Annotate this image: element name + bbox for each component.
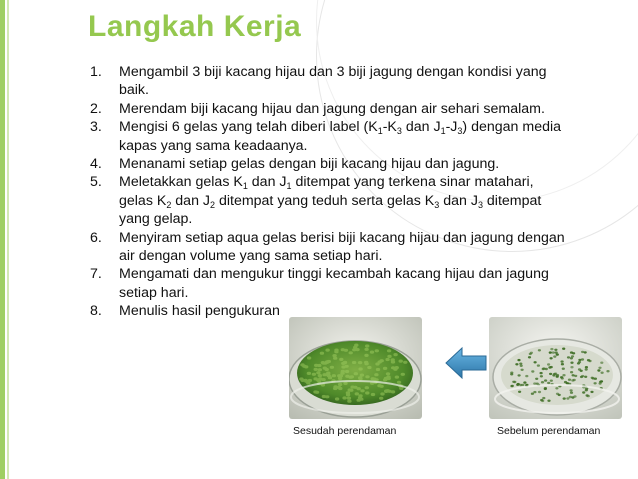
photo-after-soaking <box>289 317 422 419</box>
step-item <box>90 100 570 118</box>
accent-bar <box>0 0 5 479</box>
step-text: Menyiram setiap aqua gelas berisi biji kacang hijau dan jagung dengan air dengan volume yang sama setiap hari. <box>119 229 565 265</box>
steps-list <box>90 63 570 321</box>
step-text: Merendam biji kacang hijau dan jagung dengan air sehari semalam. <box>119 100 545 117</box>
caption-before-soaking: Sebelum perendaman <box>497 425 601 437</box>
step-item <box>90 63 570 100</box>
accent-bar-thin <box>7 0 9 479</box>
caption-after-soaking: Sesudah perendaman <box>293 425 397 437</box>
step-item <box>90 155 570 173</box>
step-text: Menulis hasil pengukuran <box>119 303 280 320</box>
step-number: 1. <box>90 64 102 80</box>
step-text: Menanami setiap gelas dengan biji kacang hijau dan jagung. <box>119 156 500 173</box>
arrow-left-icon <box>444 345 489 381</box>
step-number: 6. <box>90 229 102 246</box>
step-number: 5. <box>90 174 102 191</box>
step-number: 2. <box>90 100 102 117</box>
photo-before-soaking <box>489 317 622 419</box>
step-item <box>90 229 570 266</box>
slide-title: Langkah Kerja <box>88 10 302 43</box>
step-text: Mengamati dan mengukur tinggi kecambah kacang hijau dan jagung setiap hari. <box>119 266 549 301</box>
step-item <box>90 118 570 155</box>
step-number: 8. <box>90 303 102 320</box>
step-text: Mengambil 3 biji kacang hijau dan 3 biji jagung dengan kondisi yang baik. <box>119 64 547 99</box>
step-item <box>90 173 570 228</box>
step-item <box>90 265 570 302</box>
step-number: 7. <box>90 266 102 283</box>
step-number: 4. <box>90 156 102 173</box>
step-text: Mengisi 6 gelas yang telah diberi label ($K_1-K_3$ dan $J_1-J_3$) dengan media kapas yang sama keadaanya. <box>119 119 562 154</box>
step-number: 3. <box>90 119 102 136</box>
step-text: Meletakkan gelas $K_1$ dan $J_1$ ditempat yang terkena sinar matahari, gelas $K_2$ dan $J_2$ ditempat yang teduh serta gelas $K_3$ dan $J_3$ ditempat yang gelap. <box>119 174 542 228</box>
